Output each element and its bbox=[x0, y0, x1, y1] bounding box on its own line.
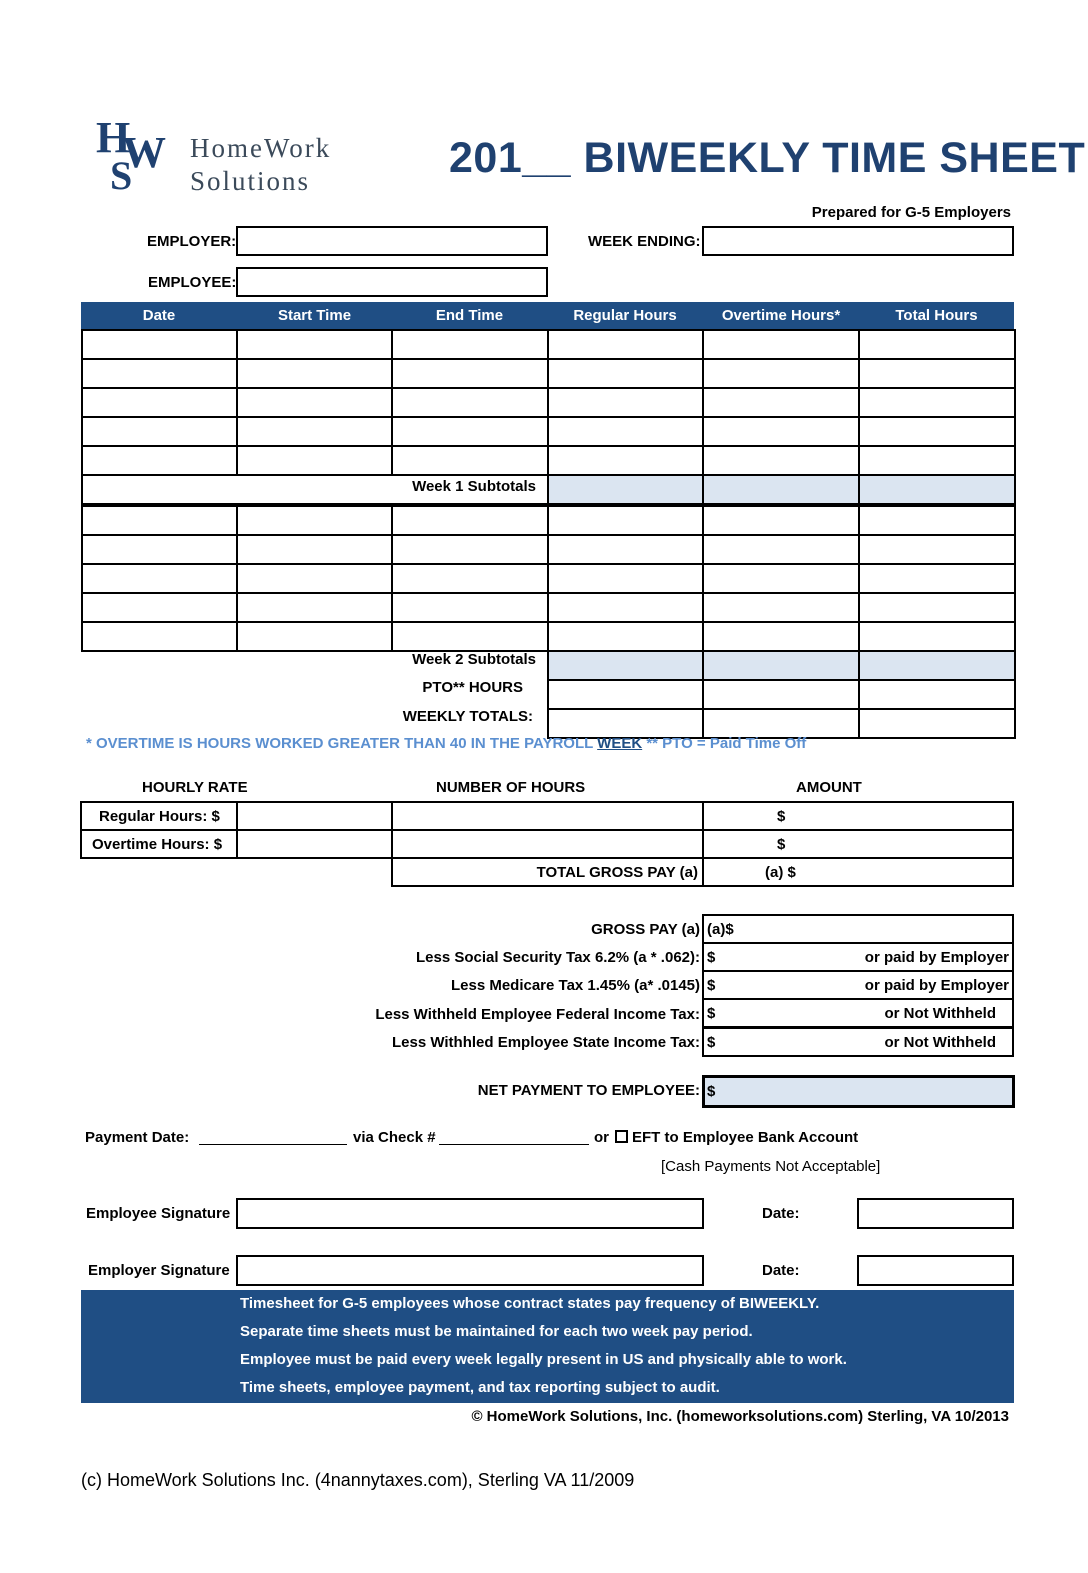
week2-subtotal-cell[interactable] bbox=[702, 650, 860, 681]
info-line-1: Timesheet for G-5 employees whose contract states pay frequency of BIWEEKLY. bbox=[240, 1295, 820, 1312]
employee-field[interactable] bbox=[236, 267, 548, 297]
eft-label: EFT to Employee Bank Account bbox=[632, 1129, 859, 1146]
time-entry-cell[interactable] bbox=[391, 416, 549, 447]
time-entry-cell[interactable] bbox=[702, 592, 860, 623]
col-start-time: Start Time bbox=[277, 307, 352, 324]
week1-subtotal-cell[interactable] bbox=[547, 474, 704, 505]
time-entry-cell[interactable] bbox=[391, 505, 549, 536]
time-entry-cell[interactable] bbox=[858, 329, 1016, 360]
time-entry-cell[interactable] bbox=[702, 621, 860, 652]
ss-tax-label: Less Social Security Tax 6.2% (a * .062): bbox=[415, 949, 700, 966]
federal-tax-input[interactable] bbox=[702, 998, 1014, 1028]
brand-name-line2: Solutions bbox=[190, 166, 311, 196]
prepared-for: Prepared for G-5 Employers bbox=[811, 204, 1011, 221]
employer-date-field[interactable] bbox=[857, 1255, 1014, 1286]
time-entry-cell[interactable] bbox=[236, 563, 393, 594]
time-entry-cell[interactable] bbox=[547, 387, 704, 418]
time-entry-cell[interactable] bbox=[81, 329, 238, 360]
col-end-time: End Time bbox=[435, 307, 504, 324]
pto-hours-cell[interactable] bbox=[547, 679, 704, 710]
employer-signature-label: Employer Signature bbox=[88, 1262, 230, 1279]
info-line-4: Time sheets, employee payment, and tax reporting subject to audit. bbox=[240, 1379, 720, 1396]
time-entry-cell[interactable] bbox=[81, 416, 238, 447]
overtime-amount-input[interactable] bbox=[702, 829, 1014, 859]
time-entry-cell[interactable] bbox=[858, 563, 1016, 594]
info-banner bbox=[81, 1290, 1014, 1403]
week2-subtotal-cell[interactable] bbox=[547, 650, 704, 681]
pto-hours-cell[interactable] bbox=[858, 679, 1016, 710]
time-entry-cell[interactable] bbox=[547, 592, 704, 623]
total-gross-label-cell bbox=[391, 857, 704, 887]
state-tax-dollar: $ bbox=[707, 1034, 716, 1051]
time-entry-cell[interactable] bbox=[81, 563, 238, 594]
gross-pay-label: GROSS PAY (a) bbox=[591, 921, 700, 938]
overtime-note-week: WEEK bbox=[597, 735, 643, 752]
overtime-note-part1: * OVERTIME IS HOURS WORKED GREATER THAN 40 IN THE PAYROLL bbox=[86, 735, 598, 752]
net-payment-label: NET PAYMENT TO EMPLOYEE: bbox=[477, 1082, 700, 1099]
medicare-tax-dollar: $ bbox=[707, 977, 716, 994]
time-entry-cell[interactable] bbox=[81, 534, 238, 565]
regular-hours-input[interactable] bbox=[391, 801, 704, 831]
time-entry-cell[interactable] bbox=[858, 387, 1016, 418]
time-entry-cell[interactable] bbox=[391, 445, 549, 476]
time-entry-cell[interactable] bbox=[236, 387, 393, 418]
check-number-line[interactable] bbox=[439, 1144, 589, 1145]
time-entry-cell[interactable] bbox=[547, 445, 704, 476]
time-entry-cell[interactable] bbox=[547, 416, 704, 447]
hws-logo-mark bbox=[96, 112, 176, 192]
time-entry-cell[interactable] bbox=[702, 387, 860, 418]
time-entry-cell[interactable] bbox=[236, 358, 393, 389]
payment-date-label: Payment Date: bbox=[85, 1129, 190, 1146]
bottom-copyright: (c) HomeWork Solutions Inc. (4nannytaxes.com), Sterling VA 11/2009 bbox=[81, 1470, 635, 1490]
employee-signature-label: Employee Signature bbox=[86, 1205, 231, 1222]
time-entry-cell[interactable] bbox=[702, 505, 860, 536]
amount-header: AMOUNT bbox=[796, 779, 862, 796]
time-entry-cell[interactable] bbox=[236, 534, 393, 565]
week-ending-label: WEEK ENDING: bbox=[588, 233, 701, 250]
col-date: Date bbox=[142, 307, 176, 324]
time-entry-cell[interactable] bbox=[858, 621, 1016, 652]
week2-subtotal-label: Week 2 Subtotals bbox=[412, 651, 536, 668]
employer-date-label: Date: bbox=[762, 1262, 800, 1279]
time-entry-cell[interactable] bbox=[81, 387, 238, 418]
time-entry-cell[interactable] bbox=[236, 329, 393, 360]
time-entry-cell[interactable] bbox=[547, 329, 704, 360]
week1-subtotal-cell[interactable] bbox=[702, 474, 860, 505]
time-entry-cell[interactable] bbox=[858, 358, 1016, 389]
medicare-tax-label: Less Medicare Tax 1.45% (a* .0145) bbox=[450, 977, 700, 994]
col-total-hours: Total Hours bbox=[895, 307, 978, 324]
info-line-2: Separate time sheets must be maintained for each two week pay period. bbox=[240, 1323, 753, 1340]
time-entry-cell[interactable] bbox=[236, 416, 393, 447]
employee-date-field[interactable] bbox=[857, 1198, 1014, 1229]
week1-subtotal-cell[interactable] bbox=[858, 474, 1016, 505]
week1-subtotal-label: Week 1 Subtotals bbox=[412, 478, 536, 495]
time-entry-cell[interactable] bbox=[858, 592, 1016, 623]
time-entry-cell[interactable] bbox=[858, 416, 1016, 447]
overtime-rate-input[interactable] bbox=[236, 829, 393, 859]
time-entry-cell[interactable] bbox=[858, 505, 1016, 536]
employee-signature-field[interactable] bbox=[236, 1198, 704, 1229]
net-payment-input[interactable] bbox=[702, 1075, 1015, 1108]
hourly-rate-header: HOURLY RATE bbox=[142, 779, 248, 796]
svg-text:S: S bbox=[110, 153, 133, 192]
time-entry-cell[interactable] bbox=[391, 387, 549, 418]
ss-tax-input[interactable] bbox=[702, 942, 1014, 972]
timesheet-header bbox=[81, 302, 1014, 330]
time-entry-cell[interactable] bbox=[547, 621, 704, 652]
state-not-withheld: or Not Withheld bbox=[884, 1034, 996, 1051]
employee-date-label: Date: bbox=[762, 1205, 800, 1222]
time-entry-cell[interactable] bbox=[236, 592, 393, 623]
time-entry-cell[interactable] bbox=[547, 563, 704, 594]
cash-note: [Cash Payments Not Acceptable] bbox=[661, 1158, 881, 1175]
employer-label: EMPLOYER: bbox=[147, 233, 237, 250]
time-entry-cell[interactable] bbox=[391, 563, 549, 594]
time-entry-cell[interactable] bbox=[81, 621, 238, 652]
info-line-3: Employee must be paid every week legally present in US and physically able to work. bbox=[240, 1351, 847, 1368]
regular-rate-input[interactable] bbox=[236, 801, 393, 831]
weekly-totals-cell[interactable] bbox=[858, 708, 1016, 739]
time-entry-cell[interactable] bbox=[391, 592, 549, 623]
time-entry-cell[interactable] bbox=[236, 445, 393, 476]
number-of-hours-header: NUMBER OF HOURS bbox=[436, 779, 586, 796]
employer-field[interactable] bbox=[236, 226, 548, 256]
overtime-rate-label-cell bbox=[80, 829, 238, 859]
employer-signature-field[interactable] bbox=[236, 1255, 704, 1286]
overtime-note-part2: ** PTO = Paid Time Off bbox=[642, 735, 807, 752]
state-tax-input[interactable] bbox=[702, 1027, 1014, 1057]
federal-tax-dollar: $ bbox=[707, 1005, 716, 1022]
regular-rate-label-cell bbox=[80, 801, 238, 831]
time-entry-cell[interactable] bbox=[547, 534, 704, 565]
time-entry-cell[interactable] bbox=[236, 505, 393, 536]
time-entry-cell[interactable] bbox=[81, 358, 238, 389]
time-entry-cell[interactable] bbox=[547, 358, 704, 389]
ss-paid-by-employer: or paid by Employer bbox=[864, 949, 1009, 966]
col-regular-hours: Regular Hours bbox=[573, 307, 677, 324]
brand-name-line1: HomeWork bbox=[190, 133, 332, 163]
medicare-tax-input[interactable] bbox=[702, 970, 1014, 1000]
time-entry-cell[interactable] bbox=[702, 445, 860, 476]
time-entry-cell[interactable] bbox=[391, 621, 549, 652]
copyright-line: © HomeWork Solutions, Inc. (homeworksolutions.com) Sterling, VA 10/2013 bbox=[471, 1408, 1009, 1425]
svg-text:W: W bbox=[122, 128, 166, 177]
overtime-rate-label: Overtime Hours: $ bbox=[92, 836, 223, 853]
time-entry-cell[interactable] bbox=[391, 329, 549, 360]
time-entry-cell[interactable] bbox=[81, 592, 238, 623]
eft-checkbox[interactable] bbox=[615, 1130, 628, 1143]
federal-not-withheld: or Not Withheld bbox=[884, 1005, 996, 1022]
overtime-amount-dollar: $ bbox=[777, 836, 786, 853]
time-entry-cell[interactable] bbox=[858, 445, 1016, 476]
ss-tax-dollar: $ bbox=[707, 949, 716, 966]
time-entry-cell[interactable] bbox=[81, 445, 238, 476]
federal-tax-label: Less Withheld Employee Federal Income Tax: bbox=[375, 1006, 700, 1023]
total-gross-input[interactable] bbox=[702, 857, 1014, 887]
col-overtime-hours: Overtime Hours* bbox=[721, 307, 841, 324]
gross-pay-input[interactable] bbox=[702, 914, 1014, 944]
pto-hours-label: PTO** HOURS bbox=[422, 679, 523, 696]
time-entry-cell[interactable] bbox=[391, 358, 549, 389]
via-check-label: via Check # bbox=[353, 1129, 436, 1146]
week-ending-field[interactable] bbox=[702, 226, 1014, 256]
regular-rate-label: Regular Hours: $ bbox=[99, 808, 220, 825]
or-label: or bbox=[594, 1129, 609, 1146]
time-entry-cell[interactable] bbox=[702, 329, 860, 360]
overtime-hours-input[interactable] bbox=[391, 829, 704, 859]
time-entry-cell[interactable] bbox=[702, 534, 860, 565]
time-entry-cell[interactable] bbox=[81, 505, 238, 536]
total-gross-prefix: (a) $ bbox=[765, 864, 796, 881]
pto-hours-cell[interactable] bbox=[702, 679, 860, 710]
state-tax-label: Less Withhled Employee State Income Tax: bbox=[392, 1034, 700, 1051]
svg-text:H: H bbox=[96, 113, 131, 162]
page-title: 201__ BIWEEKLY TIME SHEET bbox=[449, 134, 1086, 182]
time-entry-cell[interactable] bbox=[236, 621, 393, 652]
time-entry-cell[interactable] bbox=[858, 534, 1016, 565]
time-entry-cell[interactable] bbox=[547, 505, 704, 536]
regular-amount-input[interactable] bbox=[702, 801, 1014, 831]
time-entry-cell[interactable] bbox=[391, 534, 549, 565]
weekly-totals-label: WEEKLY TOTALS: bbox=[402, 708, 533, 725]
time-entry-cell[interactable] bbox=[702, 416, 860, 447]
time-entry-cell[interactable] bbox=[702, 563, 860, 594]
net-payment-prefix: $ bbox=[707, 1083, 716, 1100]
gross-pay-prefix: (a)$ bbox=[707, 921, 734, 938]
employee-label: EMPLOYEE: bbox=[148, 274, 237, 291]
week2-subtotal-cell[interactable] bbox=[858, 650, 1016, 681]
payment-date-line[interactable] bbox=[199, 1144, 347, 1145]
overtime-note bbox=[86, 735, 806, 752]
medicare-paid-by-employer: or paid by Employer bbox=[864, 977, 1009, 994]
total-gross-label: TOTAL GROSS PAY (a) bbox=[536, 864, 698, 881]
time-entry-cell[interactable] bbox=[702, 358, 860, 389]
regular-amount-dollar: $ bbox=[777, 808, 786, 825]
